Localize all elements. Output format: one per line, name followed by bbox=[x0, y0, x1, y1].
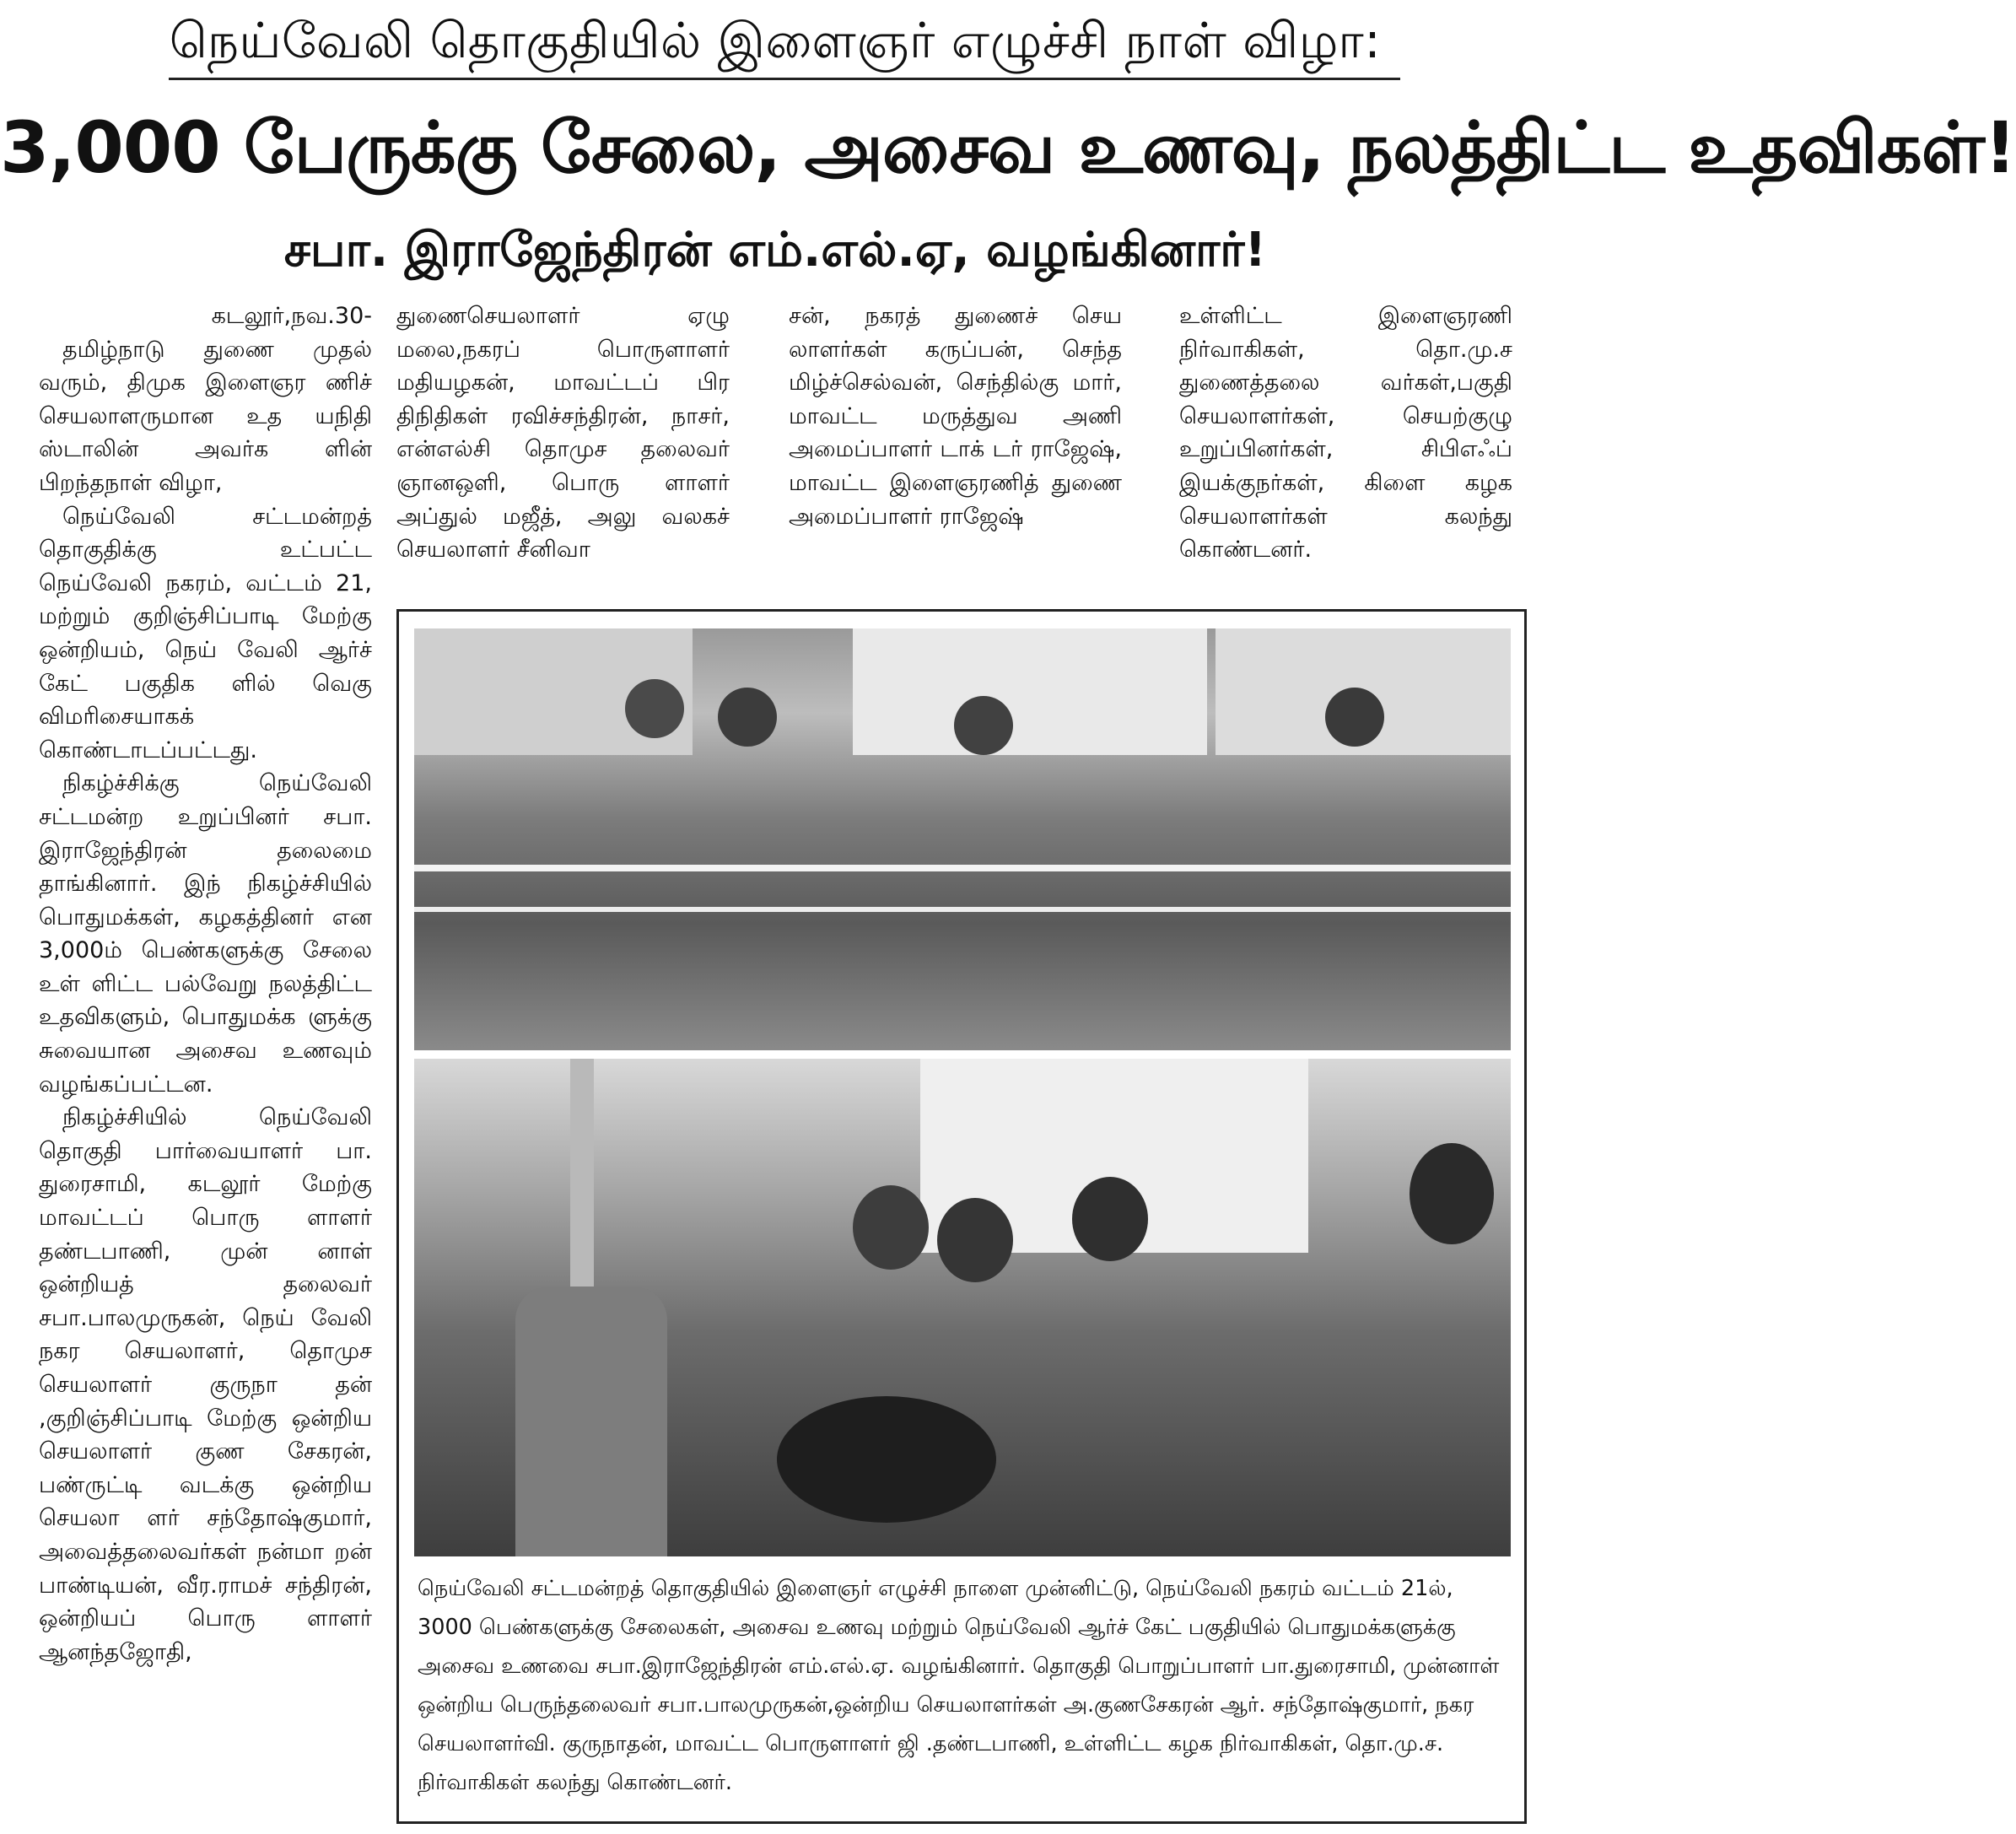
photo-woman-serving bbox=[515, 1286, 667, 1556]
article-paragraph: சன், நகரத் துணைச் செய லாளர்கள் கருப்பன், செந்த மிழ்ச்செல்வன், செந்தில்கு மார், மாவட்ட மருத்துவ அணி அமைப்பாளர் டாக் டர் ராஜேஷ், மாவட்ட இளைஞரணித் துணை அமைப்பாளர் ராஜேஷ் bbox=[789, 303, 1122, 530]
photo-barricade-rail bbox=[414, 907, 1511, 912]
article-column-2 bbox=[396, 299, 730, 600]
headline: 3,000 பேருக்கு சேலை, அசைவ உணவு, நலத்திட்ட உதவிகள்! bbox=[0, 106, 2016, 189]
article-paragraph: நிகழ்ச்சிக்கு நெய்வேலி சட்டமன்ற உறுப்பினர் சபா. இராஜேந்திரன் தலைமை தாங்கினார். இந் நிகழ்ச்சியில் பொதுமக்கள், கழகத்தினர் என 3,000ம் பெண்களுக்கு சேலை உள் ளிட்ட பல்வேறு நலத்திட்ட உதவிகளும், பொதுமக்க ளுக்கு சுவையான அசைவ உணவும் வழங்கப்பட்டன. bbox=[39, 770, 372, 1098]
article-paragraph: உள்ளிட்ட இளைஞரணி நிர்வாகிகள், தொ.மு.ச துணைத்தலை வர்கள்,பகுதி செயலாளர்கள், செயற்குழு உறுப்பினர்கள், சிபிஎஃப் இயக்குநர்கள், கிளை கழக செயலாளர்கள் கலந்து கொண்டனர். bbox=[1179, 303, 1512, 564]
photo-banner bbox=[853, 628, 1207, 755]
article-paragraph: நிகழ்ச்சியில் நெய்வேலி தொகுதி பார்வையாளர் பா. துரைசாமி, கடலூர் மேற்கு மாவட்டப் பொரு ளாளர் தண்டபாணி, முன் னாள் ஒன்றியத் தலைவர் சபா.பாலமுருகன், நெய் வேலி நகர செயலாளர், தொமுச செயலாளர் குருநா தன் ,குறிஞ்சிப்பாடி மேற்கு ஒன்றிய செயலாளர் குண சேகரன், பண்ருட்டி வடக்கு ஒன்றிய செயலா ளர் சந்தோஷ்குமார், அவைத்தலைவர்கள் நன்மா றன் பாண்டியன், வீர.ராமச் சந்திரன், ஒன்றியப் பொரு ளாளர் ஆனந்தஜோதி, bbox=[39, 1104, 372, 1665]
article-column-1 bbox=[39, 299, 372, 1826]
event-photo-bottom bbox=[414, 1059, 1511, 1556]
photo-person-head bbox=[937, 1198, 1013, 1282]
photo-box bbox=[396, 609, 1527, 1824]
article-column-3 bbox=[789, 299, 1122, 600]
photo-person-head bbox=[954, 696, 1013, 755]
article-column-4 bbox=[1179, 299, 1512, 600]
photo-person-head bbox=[853, 1185, 929, 1270]
kicker-heading: நெய்வேலி தொகுதியில் இளைஞர் எழுச்சி நாள் விழா: bbox=[169, 12, 1382, 69]
article-paragraph: தமிழ்நாடு துணை முதல் வரும், திமுக இளைஞர ணிச் செயலாளருமான உத யநிதி ஸ்டாலின் அவர்க ளின் பிறந்தநாள் விழா, bbox=[39, 336, 372, 496]
photo-person-head bbox=[718, 688, 777, 747]
photo-person-head bbox=[1325, 688, 1384, 747]
event-photo-top bbox=[414, 628, 1511, 1050]
photo-person-head bbox=[1410, 1143, 1494, 1244]
photo-person-head bbox=[1072, 1177, 1148, 1261]
photo-caption: நெய்வேலி சட்டமன்றத் தொகுதியில் இளைஞர் எழுச்சி நாளை முன்னிட்டு, நெய்வேலி நகரம் வட்டம் 21ல், 3000 பெண்களுக்கு சேலைகள், அசைவ உணவு மற்றும் நெய்வேலி ஆர்ச் கேட் பகுதியில் பொதுமக்களுக்கு அசைவ உணவை சபா.இராஜேந்திரன் எம்.எல்.ஏ. வழங்கினார். தொகுதி பொறுப்பாளர் பா.துரைசாமி, முன்னாள் ஒன்றிய பெருந்தலைவர் சபா.பாலமுருகன்,ஒன்றிய செயலாளர்கள் அ.குணசேகரன் ஆர். சந்தோஷ்குமார், நகர செயலாளர்வி. குருநாதன், மாவட்ட பொருளாளர் ஜி .தண்டபாணி, உள்ளிட்ட கழக நிர்வாகிகள், தொ.மு.ச. நிர்வாகிகள் கலந்து கொண்டனர். bbox=[418, 1576, 1500, 1795]
photo-barricade-rail bbox=[414, 865, 1511, 871]
article-paragraph: நெய்வேலி சட்டமன்றத் தொகுதிக்கு உட்பட்ட நெய்வேலி நகரம், வட்டம் 21, மற்றும் குறிஞ்சிப்பாடி மேற்கு ஒன்றியம், நெய் வேலி ஆர்ச் கேட் பகுதிக ளில் வெகு விமரிசையாகக் கொண்டாடப்பட்டது. bbox=[39, 503, 372, 763]
photo-person-head bbox=[625, 679, 684, 738]
subheadline: சபா. இராஜேந்திரன் எம்.எல்.ஏ, வழங்கினார்! bbox=[283, 223, 1267, 278]
heading-rule bbox=[169, 78, 1400, 80]
dateline: கடலூர்,நவ.30- bbox=[211, 303, 372, 329]
photo-cooking-pot bbox=[777, 1396, 996, 1523]
article-paragraph: துணைசெயலாளர் ஏழு மலை,நகரப் பொருளாளர் மதியழகன், மாவட்டப் பிர திநிதிகள் ரவிச்சந்திரன், நாசர், என்எல்சி தொமுச தலைவர் ஞானஒளி, பொரு ளாளர் அப்துல் மஜீத், அலு வலகச் செயலாளர் சீனிவா bbox=[396, 303, 730, 564]
